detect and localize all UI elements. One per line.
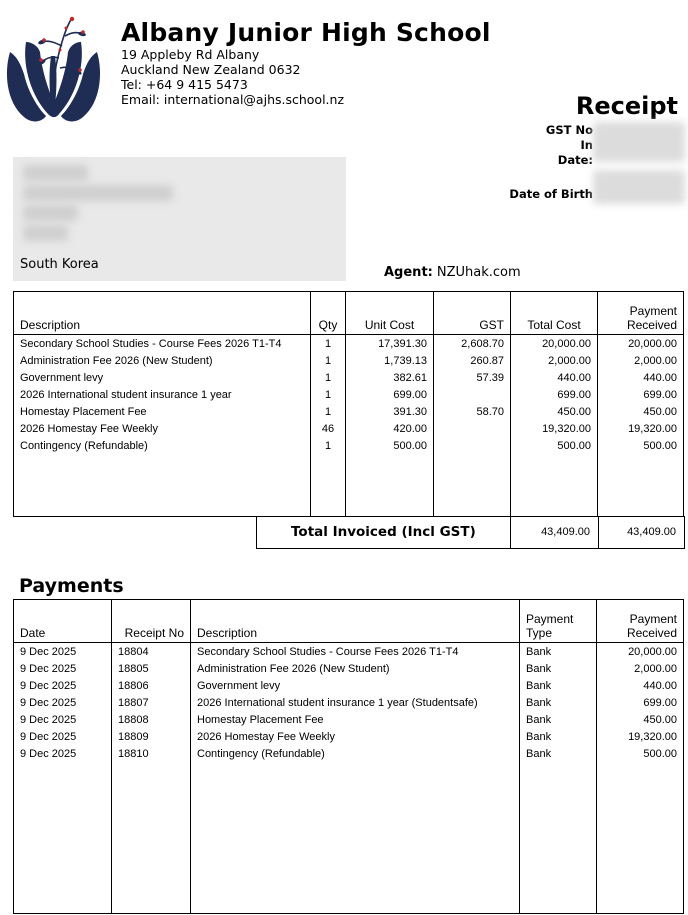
header-qty: Qty	[311, 292, 346, 335]
filler-cell	[14, 762, 112, 914]
cell-payment-type: Bank	[520, 694, 597, 711]
filler-cell	[520, 762, 597, 914]
cell-receipt-no: 18807	[112, 694, 191, 711]
cell-unit-cost: 391.30	[346, 403, 434, 420]
school-crest-logo	[2, 12, 105, 124]
cell-payment-received: 2,000.00	[597, 660, 684, 677]
cell-payment-received: 500.00	[597, 745, 684, 762]
agent-label: Agent:	[384, 265, 433, 280]
receipt-title: Receipt	[575, 92, 678, 120]
cell-qty: 1	[311, 403, 346, 420]
cell-payment-type: Bank	[520, 728, 597, 745]
header-pay-received: Payment Received	[597, 600, 684, 643]
cell-receipt-no: 18806	[112, 677, 191, 694]
cell-description: Contingency (Refundable)	[14, 437, 311, 454]
cell-payment-type: Bank	[520, 711, 597, 728]
filler-cell	[434, 454, 511, 517]
agent	[384, 265, 521, 280]
date-of-birth-label: Date of Birth	[509, 187, 593, 201]
total-received-value: 43,409.00	[627, 526, 676, 538]
table-row	[14, 660, 684, 677]
header-pay-description: Description	[191, 600, 520, 643]
table-row	[14, 643, 684, 661]
cell-receipt-no: 18805	[112, 660, 191, 677]
table-row	[14, 728, 684, 745]
agent-value: NZUhak.com	[436, 265, 521, 280]
cell-unit-cost: 699.00	[346, 386, 434, 403]
cell-date: 9 Dec 2025	[14, 694, 112, 711]
cell-description: 2026 International student insurance 1 year (Studentsafe)	[191, 694, 520, 711]
cell-payment-received: 440.00	[597, 677, 684, 694]
total-invoiced-row	[256, 516, 685, 549]
cell-unit-cost: 17,391.30	[346, 335, 434, 353]
cell-payment-received: 20,000.00	[598, 335, 684, 353]
redacted-dob	[593, 170, 685, 204]
cell-total-cost: 20,000.00	[511, 335, 598, 353]
header-gst: GST	[434, 292, 511, 335]
cell-total-cost: 500.00	[511, 437, 598, 454]
payments-heading: Payments	[19, 575, 124, 597]
cell-total-cost: 699.00	[511, 386, 598, 403]
header-description: Description	[14, 292, 311, 335]
address-line-1: 19 Appleby Rd Albany	[121, 47, 260, 62]
cell-qty: 1	[311, 352, 346, 369]
cell-date: 9 Dec 2025	[14, 728, 112, 745]
table-row	[14, 437, 684, 454]
cell-gst	[434, 386, 511, 403]
cell-gst: 2,608.70	[434, 335, 511, 353]
header-payment-type: Payment Type	[520, 600, 597, 643]
table-row	[14, 335, 684, 353]
filler-cell	[511, 454, 598, 517]
cell-qty: 1	[311, 386, 346, 403]
cell-receipt-no: 18809	[112, 728, 191, 745]
cell-gst	[434, 437, 511, 454]
filler-cell	[14, 454, 311, 517]
cell-unit-cost: 420.00	[346, 420, 434, 437]
table-row	[14, 403, 684, 420]
table-row	[14, 677, 684, 694]
gst-number-label: GST No	[545, 123, 593, 137]
cell-description: 2026 Homestay Fee Weekly	[191, 728, 520, 745]
cell-qty: 1	[311, 335, 346, 353]
school-address	[121, 47, 344, 107]
payments-table	[13, 599, 684, 914]
cell-description: Administration Fee 2026 (New Student)	[14, 352, 311, 369]
filler-cell	[112, 762, 191, 914]
invoice-label: In	[580, 138, 593, 152]
header-payment-received: Payment Received	[598, 292, 684, 335]
school-phone: Tel: +64 9 415 5473	[121, 77, 248, 92]
cell-description: Administration Fee 2026 (New Student)	[191, 660, 520, 677]
table-row	[14, 694, 684, 711]
cell-payment-type: Bank	[520, 643, 597, 661]
cell-gst: 57.39	[434, 369, 511, 386]
cell-description: Secondary School Studies - Course Fees 2026 T1-T4	[191, 643, 520, 661]
header-unit-cost: Unit Cost	[346, 292, 434, 335]
cell-payment-type: Bank	[520, 745, 597, 762]
cell-gst: 58.70	[434, 403, 511, 420]
filler-cell	[191, 762, 520, 914]
table-row	[14, 745, 684, 762]
table-row	[14, 352, 684, 369]
cell-description: Secondary School Studies - Course Fees 2026 T1-T4	[14, 335, 311, 353]
cell-payment-received: 440.00	[598, 369, 684, 386]
invoice-table	[13, 291, 684, 517]
payments-header-row	[14, 600, 684, 643]
cell-description: Contingency (Refundable)	[191, 745, 520, 762]
cell-date: 9 Dec 2025	[14, 711, 112, 728]
cell-payment-received: 450.00	[598, 403, 684, 420]
cell-payment-received: 450.00	[597, 711, 684, 728]
cell-date: 9 Dec 2025	[14, 643, 112, 661]
filler-cell	[598, 454, 684, 517]
recipient-country: South Korea	[20, 257, 99, 272]
cell-description: 2026 International student insurance 1 year	[14, 386, 311, 403]
cell-qty: 46	[311, 420, 346, 437]
header-receipt-no: Receipt No	[112, 600, 191, 643]
cell-payment-received: 2,000.00	[598, 352, 684, 369]
cell-qty: 1	[311, 437, 346, 454]
filler-cell	[311, 454, 346, 517]
cell-gst	[434, 420, 511, 437]
cell-description: Homestay Placement Fee	[191, 711, 520, 728]
cell-qty: 1	[311, 369, 346, 386]
header-date: Date	[14, 600, 112, 643]
table-row	[14, 420, 684, 437]
cell-description: Government levy	[14, 369, 311, 386]
cell-total-cost: 2,000.00	[511, 352, 598, 369]
table-filler-row	[14, 454, 684, 517]
filler-cell	[346, 454, 434, 517]
cell-date: 9 Dec 2025	[14, 745, 112, 762]
total-invoiced-label: Total Invoiced (Incl GST)	[257, 517, 511, 548]
cell-description: Government levy	[191, 677, 520, 694]
table-filler-row	[14, 762, 684, 914]
cell-description: Homestay Placement Fee	[14, 403, 311, 420]
cell-payment-received: 20,000.00	[597, 643, 684, 661]
cell-total-cost: 19,320.00	[511, 420, 598, 437]
table-row	[14, 386, 684, 403]
cell-payment-received: 699.00	[598, 386, 684, 403]
header-total-cost: Total Cost	[511, 292, 598, 335]
filler-cell	[597, 762, 684, 914]
cell-gst: 260.87	[434, 352, 511, 369]
school-name: Albany Junior High School	[121, 18, 491, 47]
cell-payment-received: 19,320.00	[597, 728, 684, 745]
cell-payment-received: 699.00	[597, 694, 684, 711]
cell-unit-cost: 500.00	[346, 437, 434, 454]
redacted-meta	[593, 122, 685, 162]
date-label: Date:	[557, 153, 593, 167]
invoice-header-row	[14, 292, 684, 335]
cell-description: 2026 Homestay Fee Weekly	[14, 420, 311, 437]
cell-payment-type: Bank	[520, 677, 597, 694]
table-row	[14, 711, 684, 728]
cell-unit-cost: 382.61	[346, 369, 434, 386]
cell-receipt-no: 18808	[112, 711, 191, 728]
cell-payment-type: Bank	[520, 660, 597, 677]
cell-date: 9 Dec 2025	[14, 677, 112, 694]
total-cost-value: 43,409.00	[511, 517, 599, 548]
school-email: Email: international@ajhs.school.nz	[121, 92, 345, 107]
cell-receipt-no: 18804	[112, 643, 191, 661]
cell-payment-received: 19,320.00	[598, 420, 684, 437]
cell-date: 9 Dec 2025	[14, 660, 112, 677]
cell-total-cost: 440.00	[511, 369, 598, 386]
cell-payment-received: 500.00	[598, 437, 684, 454]
cell-unit-cost: 1,739.13	[346, 352, 434, 369]
table-row	[14, 369, 684, 386]
cell-total-cost: 450.00	[511, 403, 598, 420]
cell-receipt-no: 18810	[112, 745, 191, 762]
address-line-2: Auckland New Zealand 0632	[121, 62, 301, 77]
